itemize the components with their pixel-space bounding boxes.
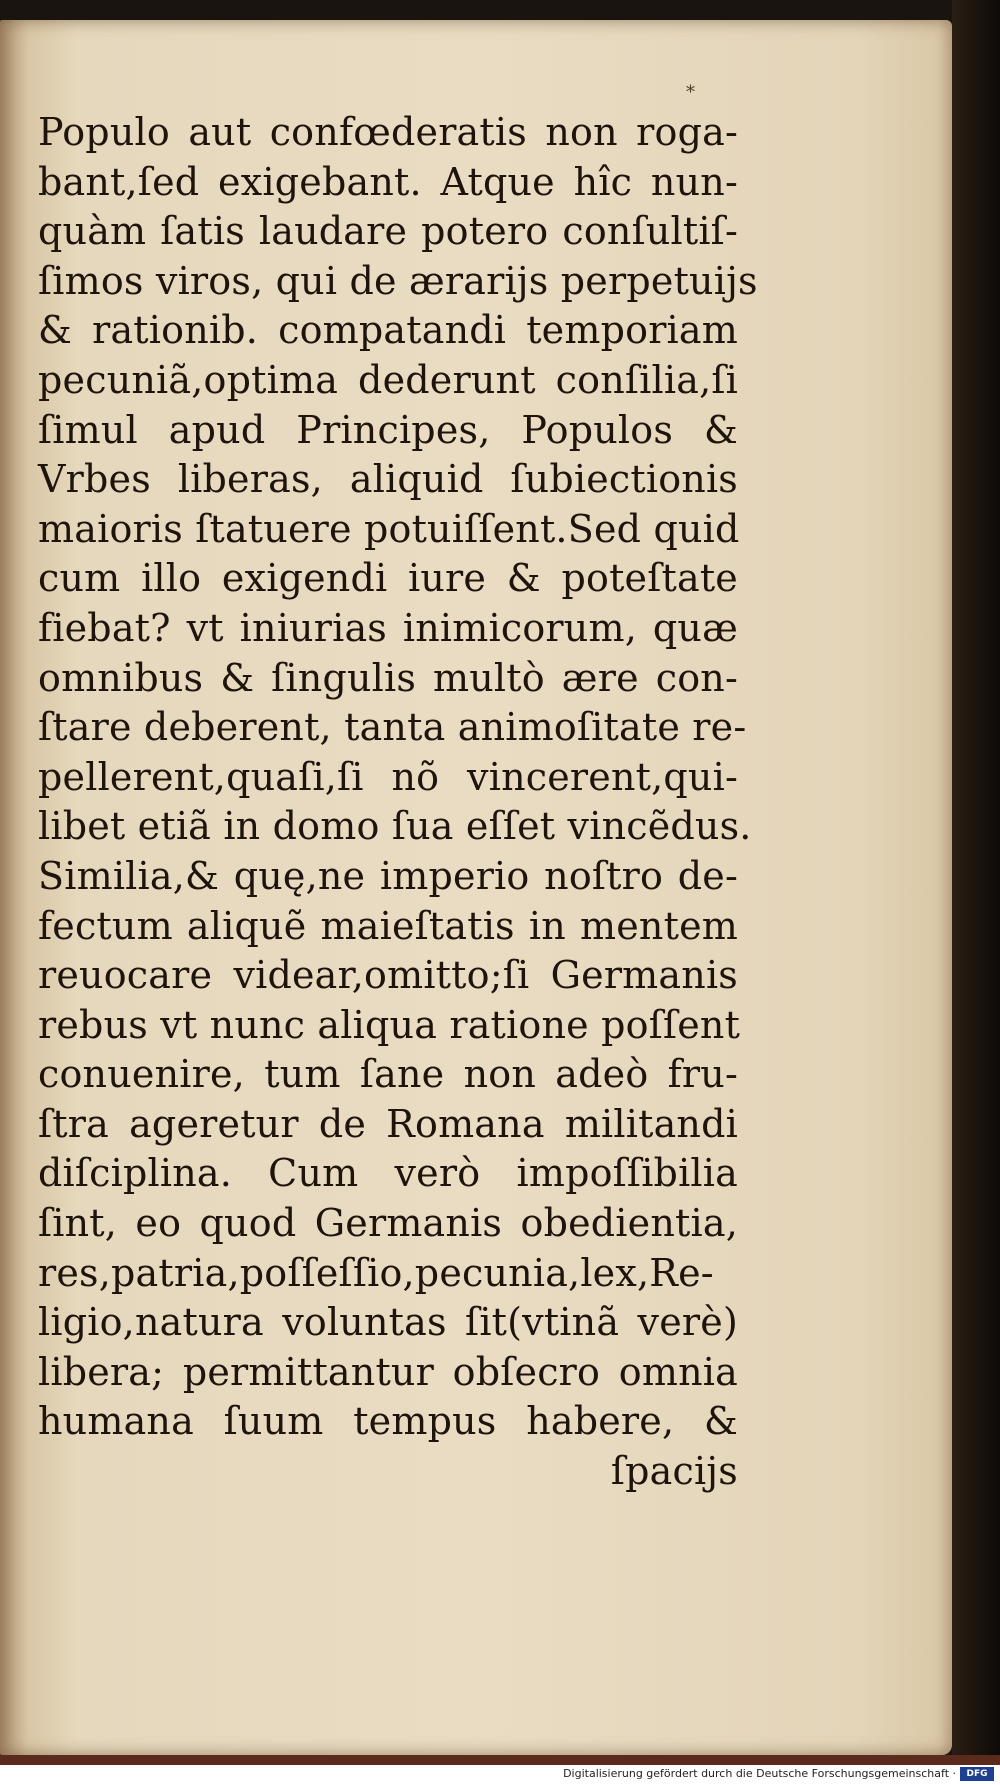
text-line: res,patria,poſſeſſio,pecunia,lex,Re- [38,1250,714,1295]
text-line: pellerent,quaſi,ſi nõ vincerent,qui- [38,754,738,799]
text-line: fiebat? vt iniurias inimicorum, quæ [38,605,738,650]
text-block [38,108,758,1497]
text-line: ſtra ageretur de Romana militandi [38,1101,738,1146]
book-page [0,20,952,1755]
text-line: rebus vt nunc aliqua ratione poſſent [38,1002,741,1047]
footer-credit: Digitalisierung gefördert durch die Deutsche Forschungsgemeinschaft · [563,1767,956,1780]
text-line: & rationib. compatandi temporiam [38,308,738,353]
text-line: libera; permittantur obſecro omnia [38,1349,738,1394]
page-bottom-edge [0,1755,1000,1765]
text-line: ligio,natura voluntas ſit(vtinã verè) [38,1300,738,1345]
text-line: ſimos viros, qui de ærarijs perpetuijs [38,258,758,303]
text-line: ſint, eo quod Germanis obedientia, [38,1201,738,1246]
text-line: bant,ſed exigebant. Atque hîc nun- [38,159,738,204]
text-line: humana ſuum tempus habere, & [38,1399,738,1444]
text-line: diſciplina. Cum verò impoſſibilia [38,1151,738,1196]
signature-mark: * [686,82,695,103]
book-edge-shadow [952,0,1000,1785]
text-line: cum illo exigendi iure & poteſtate [38,556,738,601]
text-line: Populo aut confœderatis non roga- [38,110,738,154]
text-line: ſtare deberent, tanta animoſitate re- [38,705,747,750]
catchword: ſpacijs [610,1449,738,1494]
text-line: maioris ſtatuere potuiſſent.Sed quid [38,506,740,551]
text-line: libet etiã in domo ſua eſſet vincẽdus. [38,804,752,849]
text-line: conuenire, tum ſane non adeò fru- [38,1052,738,1097]
text-line: reuocare videar,omitto;ſi Germanis [38,953,738,998]
text-line: Similia,& quę,ne imperio noſtro de- [38,853,738,898]
text-line: quàm ſatis laudare potero conſultiſ- [38,209,738,254]
text-line: ſimul apud Principes, Populos & [38,407,738,452]
text-line: omnibus & ſingulis multò ære con- [38,655,738,700]
text-line: fectum aliquẽ maieſtatis in mentem [38,903,738,948]
text-line: Vrbes liberas, aliquid ſubiectionis [38,457,738,502]
text-line: pecuniã,optima dederunt conſilia,ſi [38,357,738,402]
dfg-logo: DFG [960,1767,994,1781]
